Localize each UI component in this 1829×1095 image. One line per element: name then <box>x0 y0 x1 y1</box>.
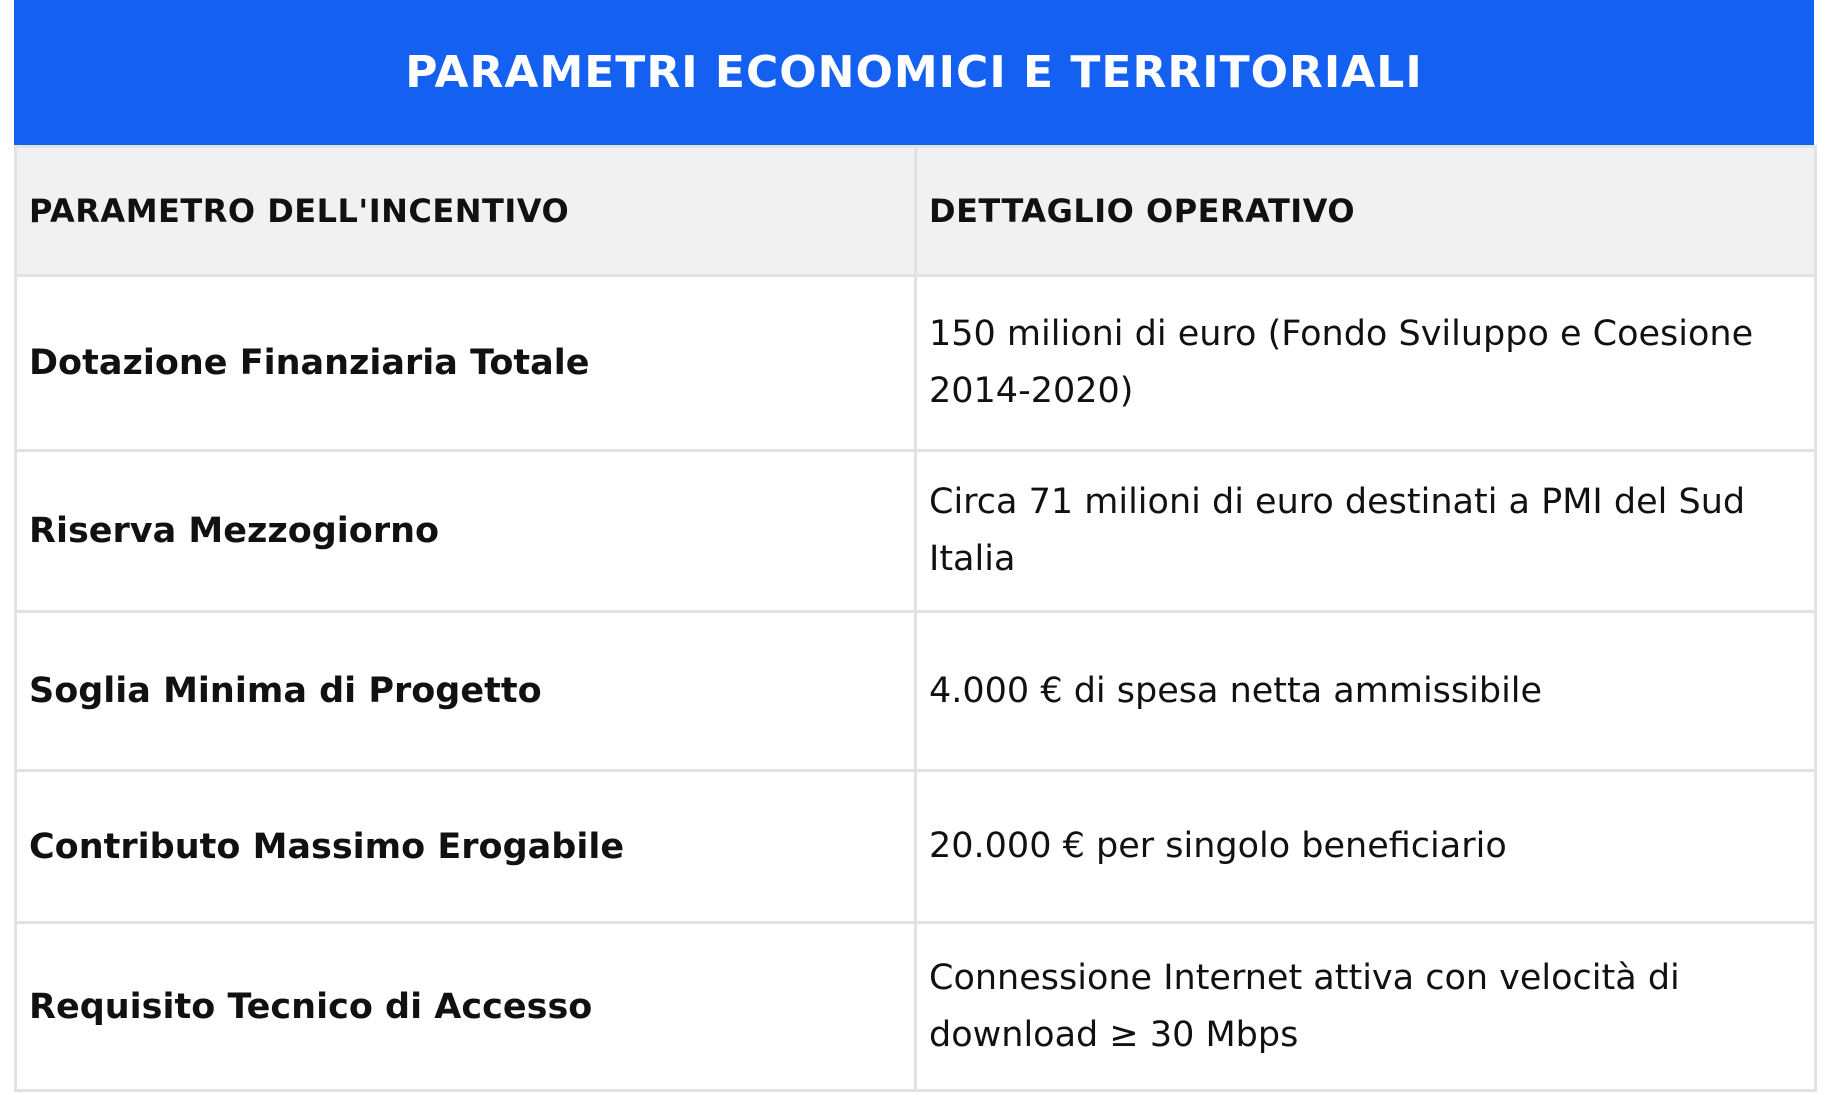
parameter-cell: Requisito Tecnico di Accesso <box>16 923 916 1091</box>
parameter-cell: Riserva Mezzogiorno <box>16 451 916 612</box>
parameter-cell: Dotazione Finanziaria Totale <box>16 276 916 451</box>
detail-cell: 150 milioni di euro (Fondo Sviluppo e Coesione 2014-2020) <box>916 276 1816 451</box>
table-row <box>16 451 1816 612</box>
detail-cell: Connessione Internet attiva con velocità di download ≥ 30 Mbps <box>916 923 1816 1091</box>
table-row <box>16 612 1816 771</box>
parameters-table <box>14 145 1817 1092</box>
detail-cell: 20.000 € per singolo beneficiario <box>916 771 1816 923</box>
table-row <box>16 771 1816 923</box>
table-header-row <box>16 147 1816 276</box>
table-row <box>16 923 1816 1091</box>
detail-cell: 4.000 € di spesa netta ammissibile <box>916 612 1816 771</box>
title-banner <box>14 0 1814 145</box>
detail-cell: Circa 71 milioni di euro destinati a PMI del Sud Italia <box>916 451 1816 612</box>
parameters-table-container <box>14 0 1814 1092</box>
table-row <box>16 276 1816 451</box>
table-title: PARAMETRI ECONOMICI E TERRITORIALI <box>405 47 1423 98</box>
parameter-cell: Contributo Massimo Erogabile <box>16 771 916 923</box>
header-parameter: PARAMETRO DELL'INCENTIVO <box>16 147 916 276</box>
parameter-cell: Soglia Minima di Progetto <box>16 612 916 771</box>
header-detail: DETTAGLIO OPERATIVO <box>916 147 1816 276</box>
